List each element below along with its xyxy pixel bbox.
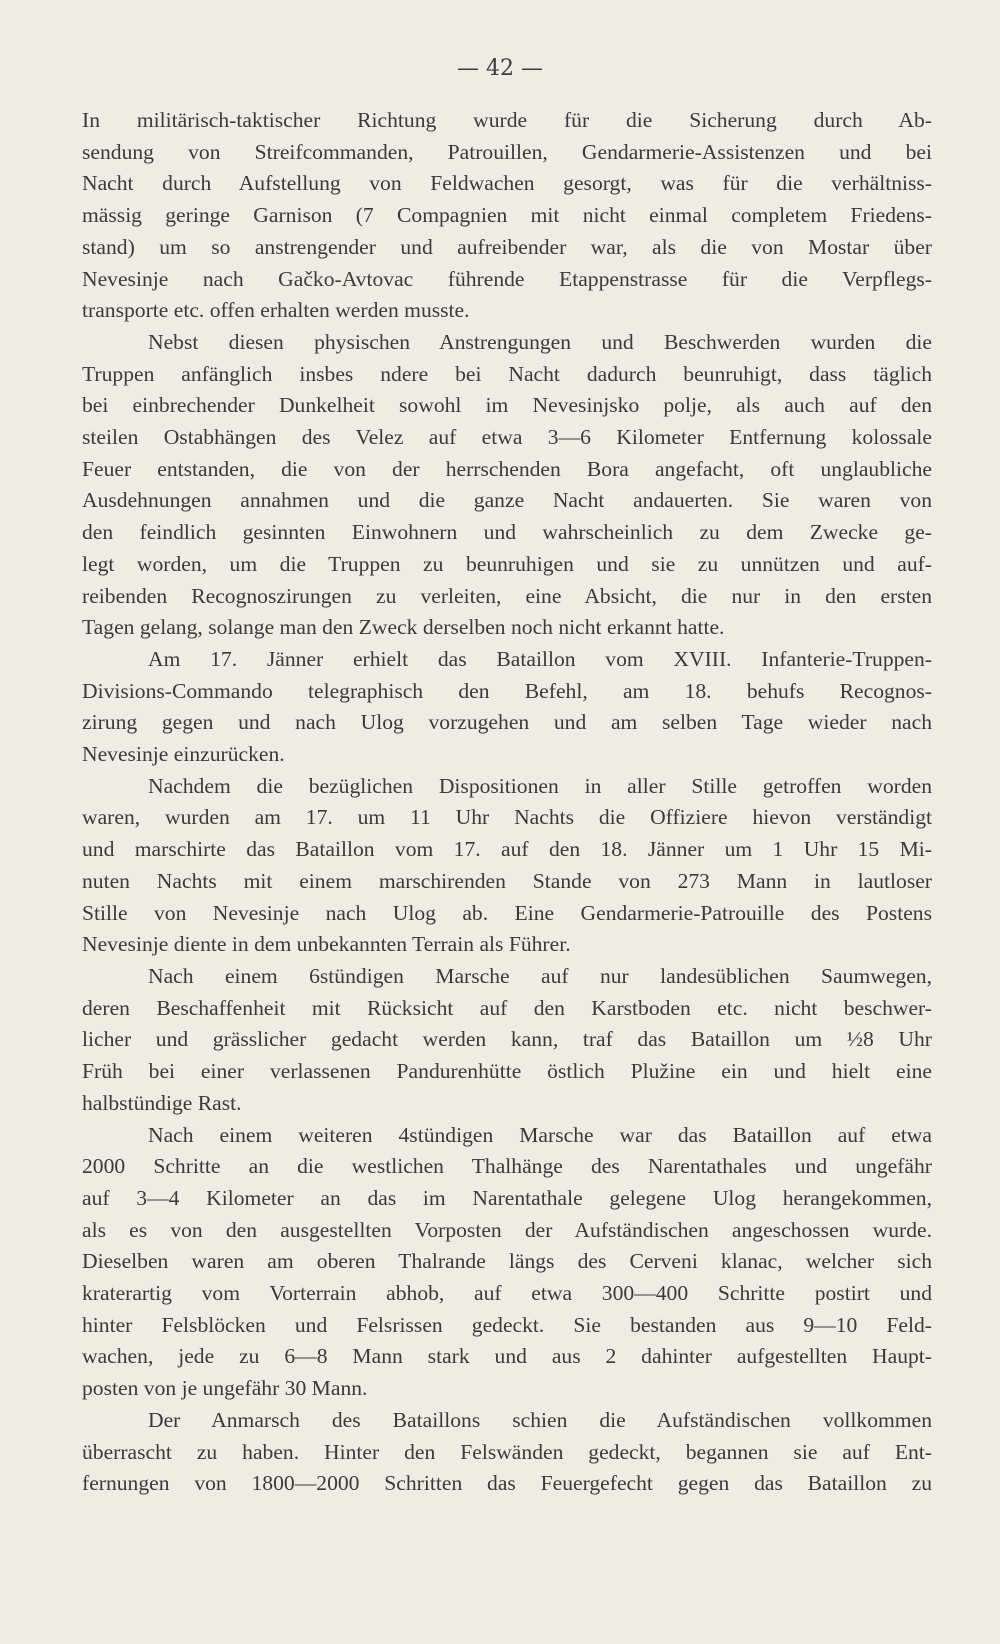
text-line: waren, wurden am 17. um 11 Uhr Nachts die Offiziere hievon verständigt xyxy=(82,805,932,830)
text-line: Feuer entstanden, die von der herrschenden Bora angefacht, oft unglaubliche xyxy=(82,456,932,481)
text-line: Nachdem die bezüglichen Dispositionen in aller Stille getroffen worden xyxy=(148,773,932,798)
text-line: Ausdehnungen annahmen und die ganze Nacht andauerten. Sie waren von xyxy=(82,488,932,513)
text-line: 2000 Schritte an die westlichen Thalhänge des Narentathales und ungefähr xyxy=(82,1154,932,1179)
text-line: zirung gegen und nach Ulog vorzugehen und am selben Tage wieder nach xyxy=(82,710,932,735)
text-line: wachen, jede zu 6—8 Mann stark und aus 2 dahinter aufgestellten Haupt- xyxy=(82,1344,932,1369)
text-line: überrascht zu haben. Hinter den Felswänden gedeckt, begannen sie auf Ent- xyxy=(82,1439,932,1464)
text-line: hinter Felsblöcken und Felsrissen gedeckt. Sie bestanden aus 9—10 Feld- xyxy=(82,1312,932,1337)
text-line: Früh bei einer verlassenen Pandurenhütte östlich Plužine ein und hielt eine xyxy=(82,1059,932,1084)
text-line: Nacht durch Aufstellung von Feldwachen gesorgt, was für die verhältniss- xyxy=(82,171,932,196)
text-line: Nevesinje nach Gačko-Avtovac führende Etappenstrasse für die Verpflegs- xyxy=(82,266,932,291)
text-line: nuten Nachts mit einem marschirenden Stande von 273 Mann in lautloser xyxy=(82,868,932,893)
text-line: Nach einem 6stündigen Marsche auf nur landesüblichen Saumwegen, xyxy=(148,963,932,988)
text-line: reibenden Recognoszirungen zu verleiten, eine Absicht, die nur in den ersten xyxy=(82,583,932,608)
text-line: Nach einem weiteren 4stündigen Marsche war das Bataillon auf etwa xyxy=(148,1122,932,1147)
text-line: bei einbrechender Dunkelheit sowohl im Nevesinjsko polje, als auch auf den xyxy=(82,393,932,418)
body-text xyxy=(82,105,932,1500)
text-line: als es von den ausgestellten Vorposten der Aufständischen angeschossen wurde. xyxy=(82,1217,932,1242)
text-line: licher und grässlicher gedacht werden kann, traf das Bataillon um ½8 Uhr xyxy=(82,1027,932,1052)
text-line: halbstündige Rast. xyxy=(82,1090,242,1115)
text-line: auf 3—4 Kilometer an das im Narentathale gelegene Ulog herangekommen, xyxy=(82,1185,932,1210)
text-line: Nevesinje einzurücken. xyxy=(82,742,285,767)
text-line: Truppen anfänglich insbes ndere bei Nacht dadurch beunruhigt, dass täglich xyxy=(82,361,932,386)
paragraph xyxy=(82,961,932,1120)
text-line: stand) um so anstrengender und aufreibender war, als die von Mostar über xyxy=(82,234,932,259)
text-line: fernungen von 1800—2000 Schritten das Feuergefecht gegen das Bataillon zu xyxy=(82,1471,932,1496)
text-line: In militärisch-taktischer Richtung wurde für die Sicherung durch Ab- xyxy=(82,108,932,132)
text-line: posten von je ungefähr 30 Mann. xyxy=(82,1376,368,1401)
paragraph xyxy=(82,1120,932,1405)
paragraph xyxy=(82,1405,932,1500)
paragraph xyxy=(82,105,932,327)
text-line: Nebst diesen physischen Anstrengungen und Beschwerden wurden die xyxy=(148,329,932,354)
text-line: steilen Ostabhängen des Velez auf etwa 3—6 Kilometer Entfernung kolossale xyxy=(82,425,932,450)
text-line: Nevesinje diente in dem unbekannten Terrain als Führer. xyxy=(82,932,571,957)
text-line: mässig geringe Garnison (7 Compagnien mit nicht einmal completem Friedens- xyxy=(82,203,932,228)
paragraph xyxy=(82,327,932,644)
text-line: transporte etc. offen erhalten werden musste. xyxy=(82,298,470,323)
text-line: Tagen gelang, solange man den Zweck derselben noch nicht erkannt hatte. xyxy=(82,615,725,640)
text-line: sendung von Streifcommanden, Patrouillen, Gendarmerie-Assistenzen und bei xyxy=(82,139,932,164)
text-line: und marschirte das Bataillon vom 17. auf den 18. Jänner um 1 Uhr 15 Mi- xyxy=(82,837,932,862)
text-line: kraterartig vom Vorterrain abhob, auf etwa 300—400 Schritte postirt und xyxy=(82,1281,932,1306)
paragraph xyxy=(82,771,932,961)
text-line: deren Beschaffenheit mit Rücksicht auf den Karstboden etc. nicht beschwer- xyxy=(82,995,932,1020)
page-number: — 42 — xyxy=(457,56,543,81)
text-line: Der Anmarsch des Bataillons schien die Aufständischen vollkommen xyxy=(148,1407,932,1432)
text-line: Dieselben waren am oberen Thalrande längs des Cerveni klanac, welcher sich xyxy=(82,1249,932,1274)
paragraph xyxy=(82,644,932,771)
text-line: Divisions-Commando telegraphisch den Befehl, am 18. behufs Recognos- xyxy=(82,678,932,703)
text-line: legt worden, um die Truppen zu beunruhigen und sie zu unnützen und auf- xyxy=(82,551,932,576)
text-line: Am 17. Jänner erhielt das Bataillon vom XVIII. Infanterie-Truppen- xyxy=(148,646,932,671)
text-line: den feindlich gesinnten Einwohnern und wahrscheinlich zu dem Zwecke ge- xyxy=(82,520,932,545)
text-line: Stille von Nevesinje nach Ulog ab. Eine Gendarmerie-Patrouille des Postens xyxy=(82,900,932,925)
